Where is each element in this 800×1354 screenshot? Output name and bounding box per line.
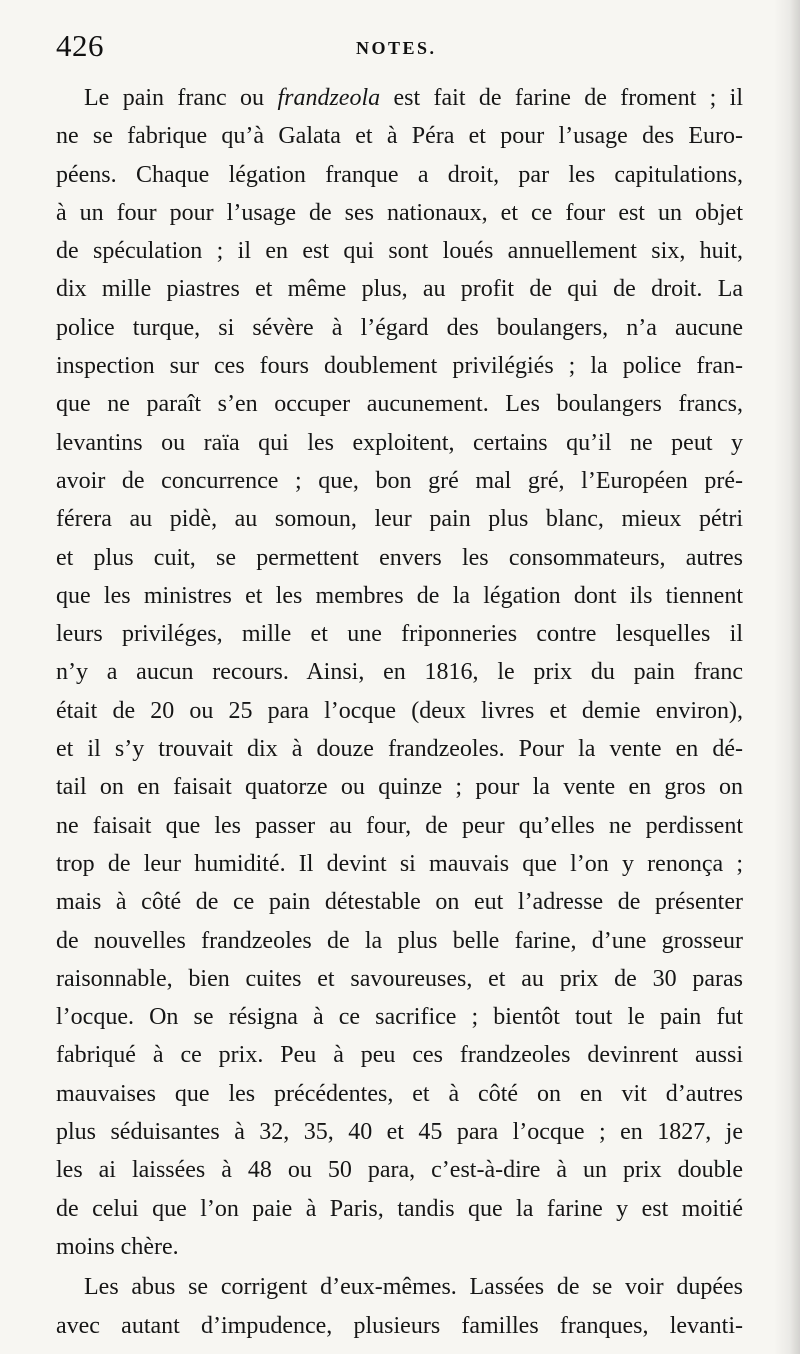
- text-line: férera au pidè, au somoun, leur pain plus blanc, mieux pétri: [56, 506, 743, 533]
- text-line: moins chère.: [56, 1233, 179, 1260]
- text-line: n’y a aucun recours. Ainsi, en 1816, le prix du pain franc: [56, 659, 743, 686]
- text-line: ne faisait que les passer au four, de peur qu’elles ne perdissent: [56, 812, 743, 839]
- text-line: plus séduisantes à 32, 35, 40 et 45 para l’ocque ; en 1827, je: [56, 1119, 743, 1146]
- text-line: inspection sur ces fours doublement privilégiés ; la police fran-: [56, 353, 743, 380]
- text-line: à un four pour l’usage de ses nationaux, et ce four est un objet: [56, 199, 743, 226]
- text-line: avoir de concurrence ; que, bon gré mal gré, l’Européen pré-: [56, 467, 743, 494]
- running-head: [56, 28, 756, 64]
- text-line: que les ministres et les membres de la légation dont ils tiennent: [56, 582, 743, 609]
- text-line: avec autant d’impudence, plusieurs familles franques, levanti-: [56, 1312, 743, 1339]
- text-line: l’ocque. On se résigna à ce sacrifice ; bientôt tout le pain fut: [56, 1004, 743, 1031]
- text-line: fabriqué à ce prix. Peu à peu ces frandzeoles devinrent aussi: [56, 1042, 743, 1069]
- text-line: de nouvelles frandzeoles de la plus belle farine, d’une grosseur: [56, 927, 743, 954]
- text-line: et plus cuit, se permettent envers les consommateurs, autres: [56, 544, 743, 571]
- text-line: dix mille piastres et même plus, au profit de qui de droit. La: [56, 276, 743, 303]
- text-line: Les abus se corrigent d’eux-mêmes. Lassées de se voir dupées: [84, 1274, 743, 1301]
- text-line: tail on en faisait quatorze ou quinze ; pour la vente en gros on: [56, 774, 743, 801]
- text-line: de celui que l’on paie à Paris, tandis que la farine y est moitié: [56, 1195, 743, 1222]
- italic-term: frandzeola: [277, 85, 381, 111]
- text-line: mauvaises que les précédentes, et à côté on en vit d’autres: [56, 1080, 743, 1107]
- paragraph: [56, 79, 743, 1266]
- page-number: 426: [56, 28, 104, 63]
- text-line: était de 20 ou 25 para l’ocque (deux livres et demie environ),: [56, 697, 743, 724]
- body-text: [56, 79, 743, 1345]
- paragraph: [56, 1268, 743, 1345]
- text-line: leurs priviléges, mille et une friponneries contre lesquelles il: [56, 621, 743, 648]
- text-line: et il s’y trouvait dix à douze frandzeoles. Pour la vente en dé-: [56, 736, 743, 763]
- text-line: [56, 79, 743, 117]
- text-line: ne se fabrique qu’à Galata et à Péra et pour l’usage des Euro-: [56, 123, 743, 150]
- text-line: mais à côté de ce pain détestable on eut l’adresse de présenter: [56, 889, 743, 916]
- text-line: levantins ou raïa qui les exploitent, certains qu’il ne peut y: [56, 429, 743, 456]
- text-line: de spéculation ; il en est qui sont loués annuellement six, huit,: [56, 238, 743, 265]
- text-line: police turque, si sévère à l’égard des boulangers, n’a aucune: [56, 314, 743, 341]
- running-title: NOTES.: [356, 38, 437, 58]
- text-run: est fait de farine de froment ; il: [380, 85, 743, 111]
- text-line: que ne paraît s’en occuper aucunement. Les boulangers francs,: [56, 391, 743, 418]
- page-edge-shadow: [774, 0, 800, 1354]
- text-line: péens. Chaque légation franque a droit, par les capitulations,: [56, 161, 743, 188]
- text-line: trop de leur humidité. Il devint si mauvais que l’on y renonça ;: [56, 850, 743, 877]
- text-line: les ai laissées à 48 ou 50 para, c’est-à-dire à un prix double: [56, 1157, 743, 1184]
- text-line: raisonnable, bien cuites et savoureuses, et au prix de 30 paras: [56, 965, 743, 992]
- text-run: Le pain franc ou: [84, 85, 278, 111]
